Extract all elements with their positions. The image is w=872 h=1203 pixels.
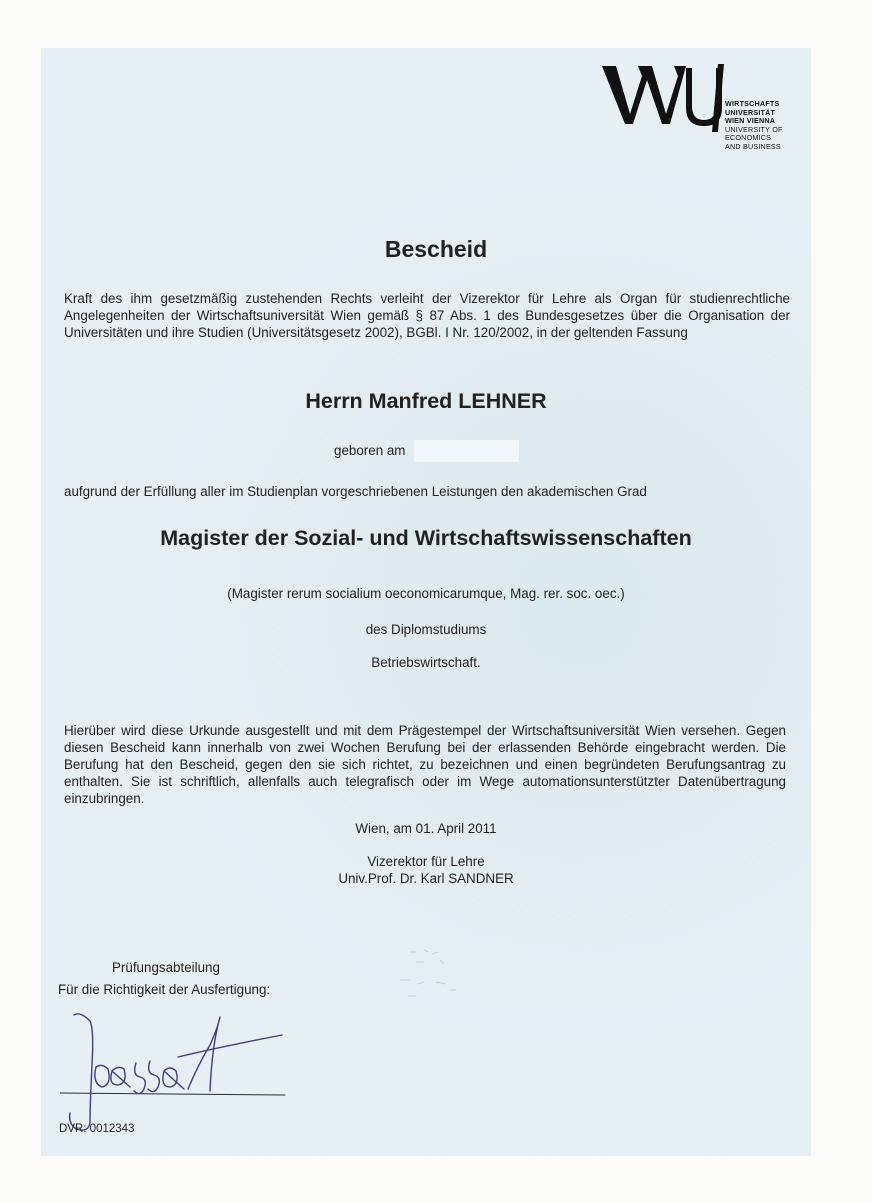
embossed-seal-marks xyxy=(380,940,500,1010)
handwritten-signature xyxy=(60,1005,290,1140)
department-label: Prüfungsabteilung xyxy=(112,960,220,975)
signatory-name: Univ.Prof. Dr. Karl SANDNER xyxy=(338,871,514,886)
logo-line: WIRTSCHAFTS xyxy=(725,99,780,108)
born-label: geboren am xyxy=(334,443,406,458)
wu-logo-text xyxy=(725,100,783,152)
closing-paragraph: Hierüber wird diese Urkunde ausgestellt und mit dem Prägestempel der Wirtschaftsuniversität Wien versehen. Gegen diesen Bescheid kann innerhalb von zwei Wochen Berufung bei der erlassenden Behörde eingebracht werden. Die Berufung hat den Bescheid, gegen den sie sich richtet, zu bezeichnen und einen begründeten Berufungsantrag zu enthalten. Sie ist schriftlich, allenfalls auch telegrafisch oder im Wege automationsunterstützter Datenübertragung einzubringen. xyxy=(64,723,786,806)
logo-line: UNIVERSITY OF xyxy=(725,124,783,134)
wu-logo xyxy=(600,62,790,172)
logo-line: AND BUSINESS xyxy=(725,141,781,151)
wu-monogram-icon xyxy=(600,62,725,132)
signatory-title: Vizerektor für Lehre xyxy=(367,854,485,869)
reason-text: aufgrund der Erfüllung aller im Studienplan vorgeschriebenen Leistungen den akademischen Grad xyxy=(64,484,647,499)
program-label: des Diplomstudiums xyxy=(365,622,487,637)
dvr-number: DVR: 0012343 xyxy=(59,1123,135,1135)
intro-paragraph: Kraft des ihm gesetzmäßig zustehenden Rechts verleiht der Vizerektor für Lehre als Organ für studienrechtliche Angelegenheiten der Wirtschaftsuniversität Wien gemäß § 87 Abs. 1 des Bundesgesetzes über die Organisation der Universitäten und ihre Studien (Universitätsgesetz 2002), BGBl. I Nr. 120/2002, in der geltenden Fassung xyxy=(64,291,790,340)
document-title: Bescheid xyxy=(384,236,488,262)
subject-label: Betriebswirtschaft. xyxy=(371,655,481,670)
certification-label: Für die Richtigkeit der Ausfertigung: xyxy=(58,982,271,997)
degree-latin: (Magister rerum socialium oeconomicarumque, Mag. rer. soc. oec.) xyxy=(227,586,625,601)
logo-line: UNIVERSITÄT xyxy=(725,107,776,117)
logo-line: ECONOMICS xyxy=(725,133,772,143)
logo-line: WIEN VIENNA xyxy=(725,116,776,126)
redacted-birthdate xyxy=(414,440,519,462)
issue-date: Wien, am 01. April 2011 xyxy=(355,821,497,836)
degree-title: Magister der Sozial- und Wirtschaftswissenschaften xyxy=(160,526,692,550)
recipient-name: Herrn Manfred LEHNER xyxy=(305,389,547,413)
